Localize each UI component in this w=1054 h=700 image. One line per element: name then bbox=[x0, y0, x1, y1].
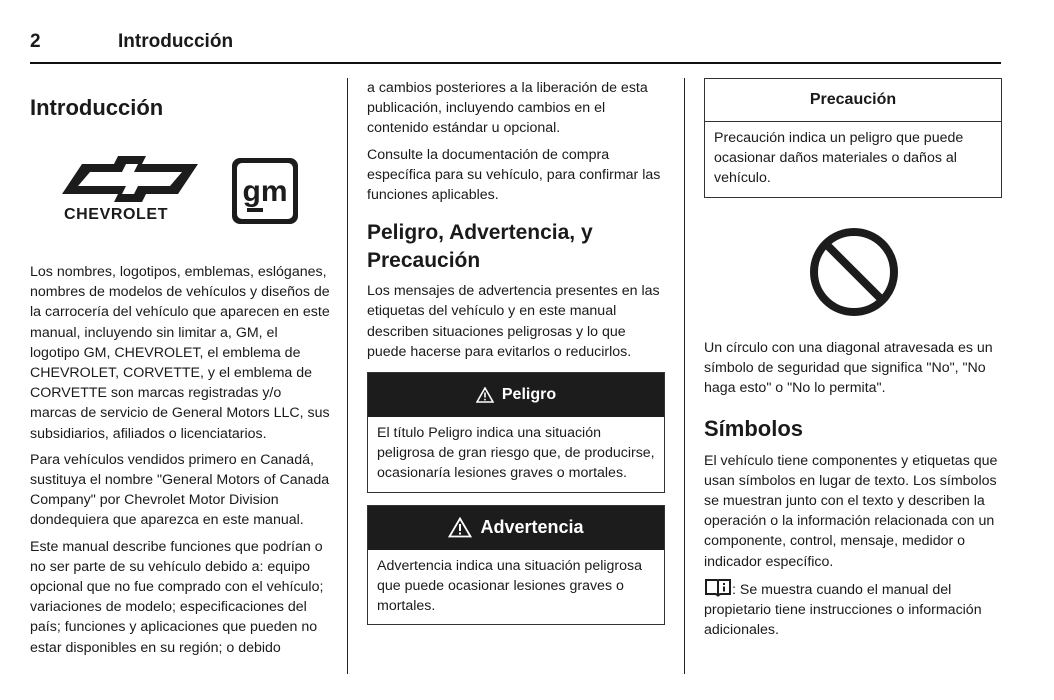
consult-paragraph: Consulte la documentación de compra específica para su vehículo, para confirmar las funciones aplicables. bbox=[367, 146, 661, 204]
peligro-title: Peligro bbox=[501, 386, 557, 404]
header-section-title: Introducción bbox=[118, 31, 234, 52]
warning-triangle-icon bbox=[476, 387, 494, 403]
functions-paragraph: Este manual describe funciones que podrían o no ser parte de su vehículo debido a: equipo opcional que no fue comprado con el vehículo; variaciones de modelo; especificaciones del país; funciones y aplicaciones que pueden no estar disponibles en su región; o debido bbox=[30, 538, 324, 656]
advertencia-box bbox=[367, 505, 665, 626]
peligro-box-body bbox=[368, 417, 664, 492]
gm-logo-text: gm bbox=[242, 175, 288, 208]
gm-logo-icon bbox=[230, 156, 300, 226]
peligro-box-header bbox=[368, 373, 664, 417]
book-symbol-text: : Se muestra cuando el manual del propietario tiene instrucciones o información adicionales. bbox=[704, 581, 982, 639]
warning-triangle-icon bbox=[448, 517, 472, 538]
column-2 bbox=[367, 78, 667, 625]
simbolos-heading: Símbolos bbox=[704, 415, 804, 441]
chevrolet-wordmark: CHEVROLET bbox=[64, 206, 169, 223]
canada-paragraph: Para vehículos vendidos primero en Canadá, sustituya el nombre "General Motors of Canada Company" por Chevrolet Motor Division dondequiera que aparezca en este manual. bbox=[30, 451, 330, 529]
page-number: 2 bbox=[30, 31, 41, 52]
advertencia-title: Advertencia bbox=[480, 517, 584, 538]
column-3-body bbox=[704, 338, 1004, 640]
column-1-body bbox=[30, 262, 330, 658]
column-divider bbox=[347, 78, 348, 674]
peligro-advertencia-heading: Peligro, Advertencia, y Precaución bbox=[367, 221, 593, 273]
chevrolet-bowtie-icon bbox=[60, 156, 200, 202]
column-1 bbox=[30, 78, 330, 122]
brand-logos bbox=[30, 152, 330, 232]
warning-messages-paragraph: Los mensajes de advertencia presentes en las etiquetas del vehículo y en este manual describen situaciones peligrosas y lo que puede hacerse para evitarlos o reducirlos. bbox=[367, 283, 660, 360]
page-header bbox=[30, 31, 1001, 64]
no-symbol-icon bbox=[808, 226, 900, 318]
circle-symbol-paragraph: Un círculo con una diagonal atravesada es un símbolo de seguridad que significa "No", "No haga esto" o "No lo permita". bbox=[704, 340, 993, 397]
continuation-paragraph: a cambios posteriores a la liberación de esta publicación, incluyendo cambios en el contenido estándar u opcional. bbox=[367, 80, 648, 137]
precaucion-title: Precaución bbox=[705, 79, 1001, 122]
column-3 bbox=[704, 78, 1004, 198]
simbolos-paragraph: El vehículo tiene componentes y etiquetas que usan símbolos en lugar de texto. Los símbolos se muestran junto con el texto y describen la operación o la información relacionada con un componente, control, mensaje, medidor o indicador específico. bbox=[704, 452, 998, 570]
precaucion-box-body bbox=[705, 122, 1001, 197]
precaucion-text: Precaución indica un peligro que puede ocasionar daños materiales o daños al vehículo. bbox=[714, 130, 964, 187]
precaucion-box bbox=[704, 78, 1002, 198]
peligro-box bbox=[367, 372, 665, 493]
column-divider bbox=[684, 78, 685, 674]
peligro-text: El título Peligro indica una situación peligrosa de gran riesgo que, de producirse, ocasionaría lesiones graves o mortales. bbox=[377, 425, 655, 482]
trademark-paragraph: Los nombres, logotipos, emblemas, eslóganes, nombres de modelos de vehículos y diseños de la carrocería del vehículo que aparecen en este manual, incluyendo sin limitar a, GM, el logotipo GM, CHEVROLET, el emblema de CHEVROLET, CORVETTE, y el emblema de CORVETTE son marcas registradas y/o marcas de servicio de General Motors LLC, sus subsidiarios, afiliados o licenciatarios. bbox=[30, 264, 330, 442]
owners-manual-book-icon bbox=[704, 578, 732, 598]
advertencia-box-header bbox=[368, 506, 664, 550]
advertencia-text: Advertencia indica una situación peligrosa que puede ocasionar lesiones graves o mortales. bbox=[377, 557, 642, 615]
introduccion-heading: Introducción bbox=[30, 95, 164, 120]
advertencia-box-body bbox=[368, 550, 664, 625]
book-symbol-paragraph bbox=[704, 578, 1004, 641]
